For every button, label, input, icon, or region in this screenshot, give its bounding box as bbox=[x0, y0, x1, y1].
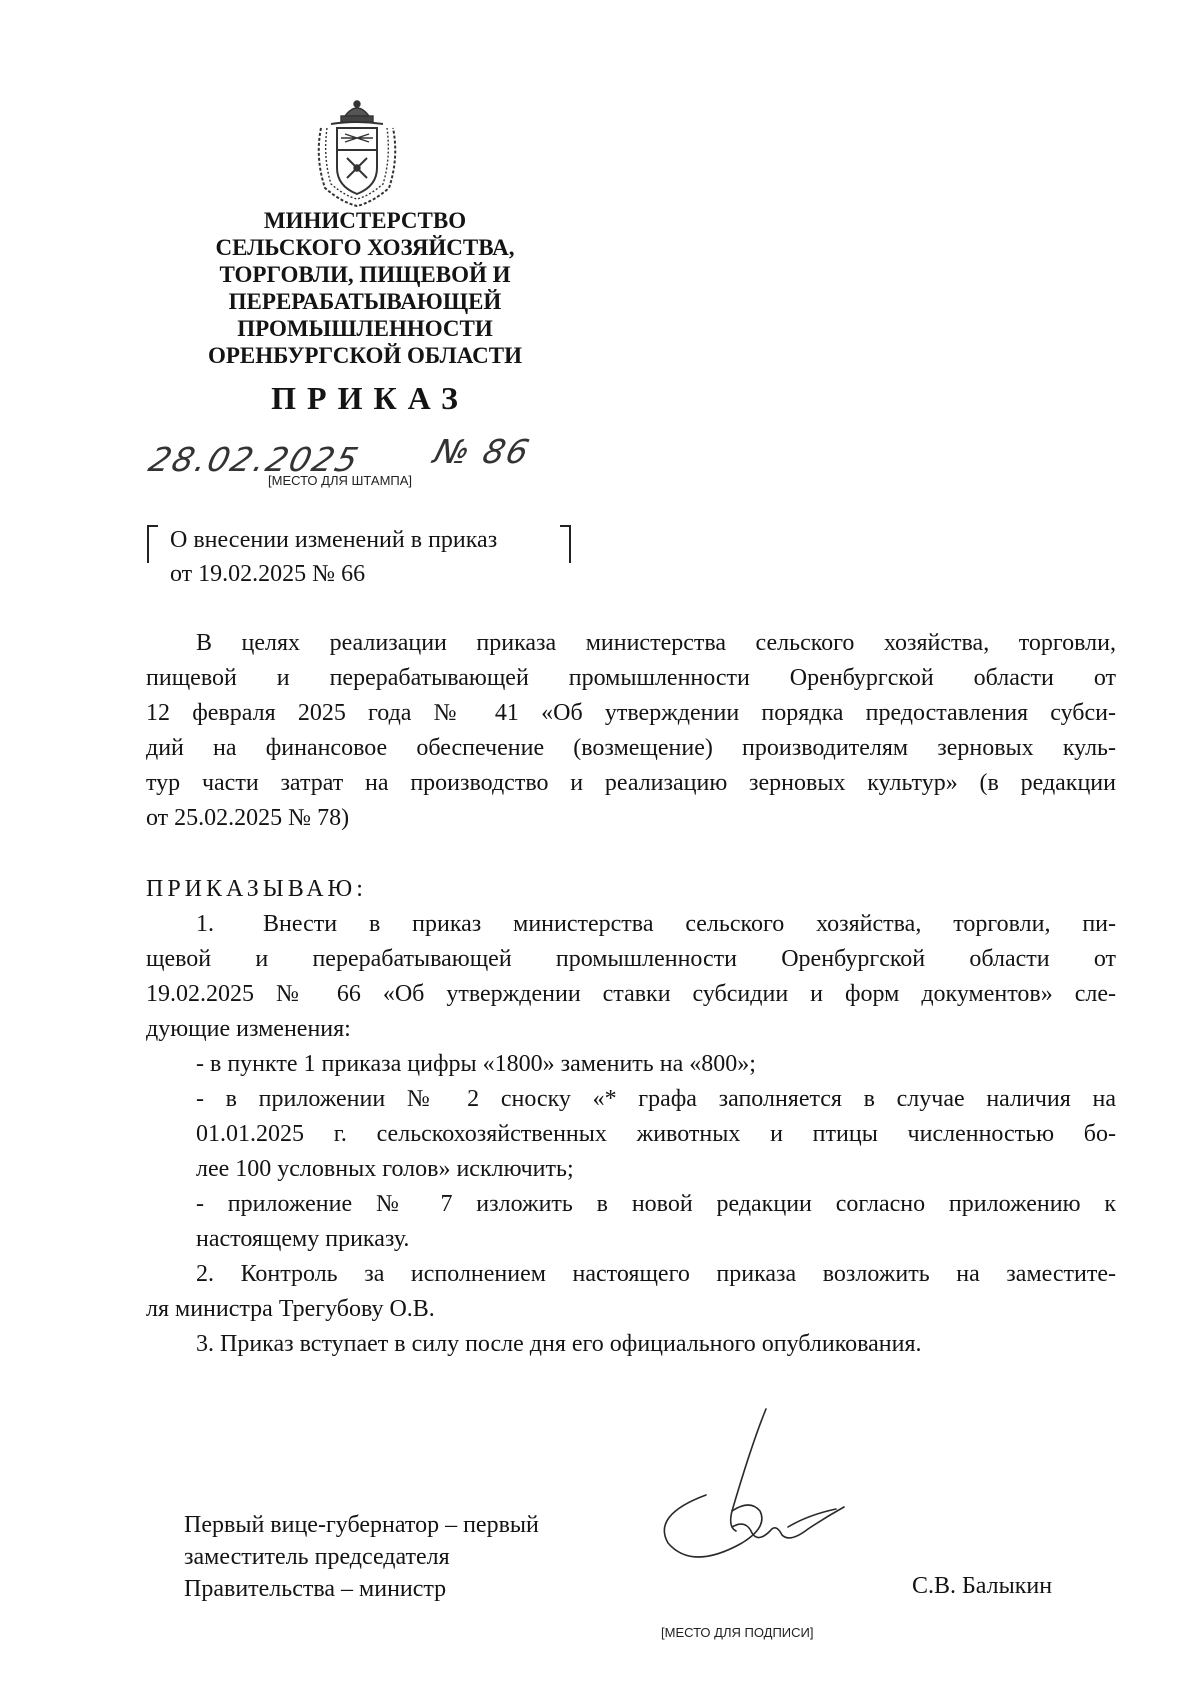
ministry-name bbox=[180, 207, 550, 369]
preamble-line: 12 февраля 2025 года № 41 «Об утверждении порядка предоставления субси- bbox=[146, 700, 1116, 726]
subitem-2-line: лее 100 условных голов» исключить; bbox=[196, 1156, 574, 1182]
signer-name: С.В. Балыкин bbox=[912, 1573, 1053, 1599]
subitem-2-line: 01.01.2025 г. сельскохозяйственных животных и птицы численностью бо- bbox=[196, 1121, 1116, 1147]
subitem-3-line: - приложение № 7 изложить в новой редакции согласно приложению к bbox=[196, 1191, 1116, 1217]
document-type-title: ПРИКАЗ bbox=[271, 380, 469, 416]
signatory-position bbox=[184, 1509, 539, 1605]
ministry-line: МИНИСТЕРСТВО bbox=[263, 208, 467, 233]
handwritten-date: 28.02.2025 bbox=[144, 440, 365, 479]
preamble-line: от 25.02.2025 № 78) bbox=[146, 805, 350, 831]
item-1-line: 19.02.2025 № 66 «Об утверждении ставки субсидии и форм документов» сле- bbox=[146, 981, 1116, 1007]
preamble-line: пищевой и перерабатывающей промышленности Оренбургской области от bbox=[146, 665, 1116, 691]
ministry-line: СЕЛЬСКОГО ХОЗЯЙСТВА, bbox=[215, 235, 515, 260]
item-1-text: Внести в приказ министерства сельского хозяйства, торговли, пи- bbox=[263, 911, 1116, 937]
ministry-line: ТОРГОВЛИ, ПИЩЕВОЙ И bbox=[219, 262, 511, 287]
position-line: заместитель председателя bbox=[184, 1544, 450, 1570]
item-1-line: щевой и перерабатывающей промышленности Оренбургской области от bbox=[146, 946, 1116, 972]
item-1-number: 1. bbox=[196, 911, 214, 937]
preamble-line: В целях реализации приказа министерства сельского хозяйства, торговли, bbox=[196, 630, 1116, 656]
subject-bracket-right bbox=[560, 525, 571, 563]
order-word: ПРИКАЗЫВАЮ: bbox=[146, 876, 367, 902]
preamble-line: тур части затрат на производство и реализацию зерновых культур» (в редакции bbox=[146, 770, 1116, 796]
subject-line: от 19.02.2025 № 66 bbox=[170, 561, 366, 587]
item-2-line: ля министра Трегубову О.В. bbox=[146, 1296, 435, 1322]
document-body bbox=[146, 626, 1116, 1362]
position-line: Первый вице-губернатор – первый bbox=[184, 1512, 539, 1538]
handwritten-number: № 86 bbox=[429, 432, 536, 471]
subject-line: О внесении изменений в приказ bbox=[170, 527, 498, 553]
stamp-placeholder: [МЕСТО ДЛЯ ШТАМПА] bbox=[268, 473, 413, 488]
item-1-line bbox=[146, 907, 1116, 942]
subitem-1: - в пункте 1 приказа цифры «1800» заменить на «800»; bbox=[196, 1051, 756, 1077]
subitem-2-line: - в приложении № 2 сноску «* графа заполняется в случае наличия на bbox=[196, 1086, 1116, 1112]
signature-placeholder: [МЕСТО ДЛЯ ПОДПИСИ] bbox=[661, 1625, 814, 1640]
orenburg-coat-of-arms-icon bbox=[311, 98, 403, 208]
item-3: 3. Приказ вступает в силу после дня его официального опубликования. bbox=[196, 1331, 922, 1357]
subject-bracket-left bbox=[147, 525, 158, 563]
ministry-line: ОРЕНБУРГСКОЙ ОБЛАСТИ bbox=[207, 343, 523, 368]
item-1-line: дующие изменения: bbox=[146, 1016, 351, 1042]
ministry-line: ПЕРЕРАБАТЫВАЮЩЕЙ bbox=[228, 289, 502, 314]
ministry-line: ПРОМЫШЛЕННОСТИ bbox=[237, 316, 493, 341]
document-subject bbox=[170, 523, 497, 591]
preamble-line: дий на финансовое обеспечение (возмещение) производителям зерновых куль- bbox=[146, 735, 1116, 761]
position-line: Правительства – министр bbox=[184, 1576, 447, 1602]
item-2-line: 2. Контроль за исполнением настоящего приказа возложить на заместите- bbox=[196, 1261, 1116, 1287]
handwritten-signature bbox=[648, 1403, 848, 1573]
subitem-3-line: настоящему приказу. bbox=[196, 1226, 410, 1252]
